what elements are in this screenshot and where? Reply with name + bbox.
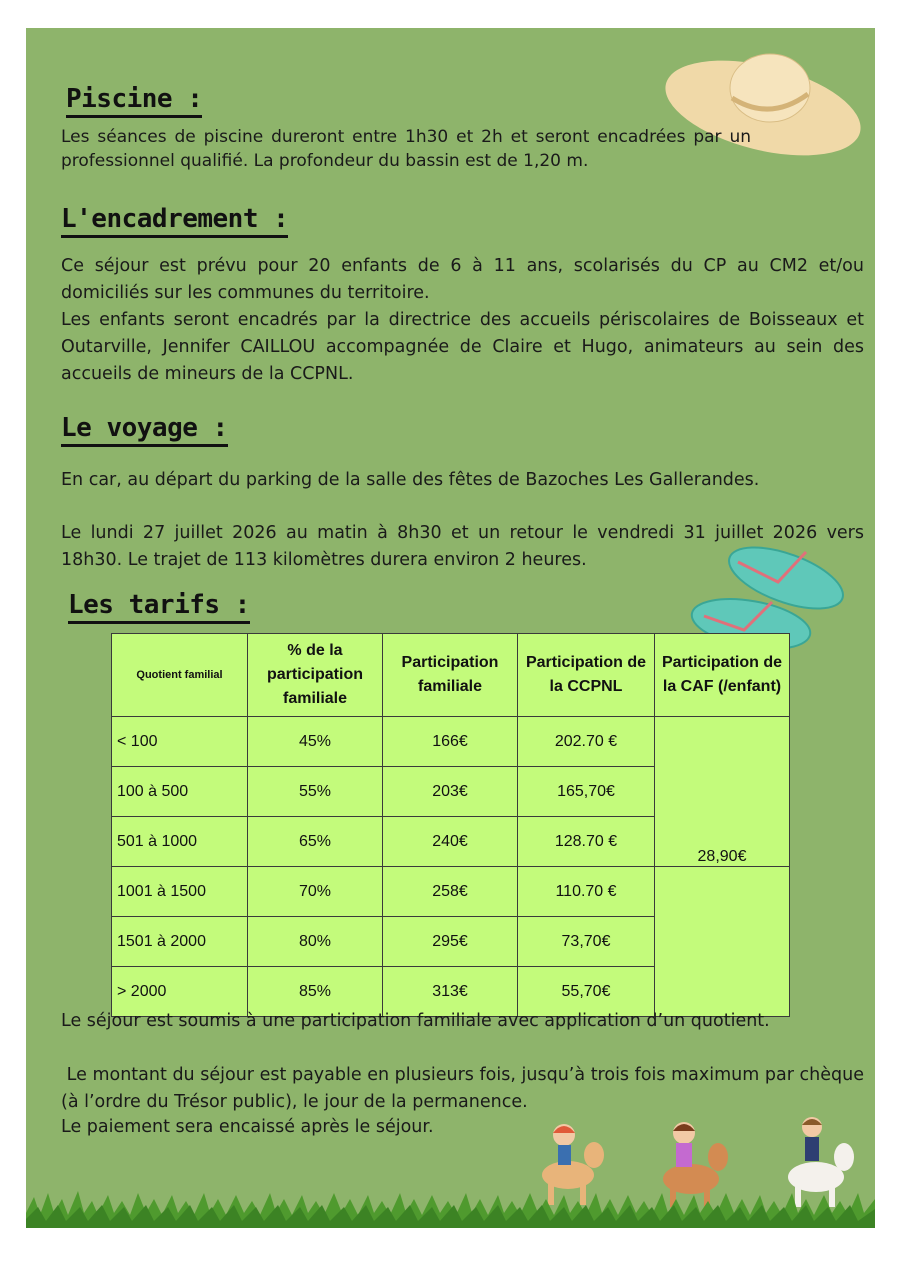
footer-text-1: Le séjour est soumis à une participation familiale avec application d’un quotient.: [61, 1011, 770, 1031]
table-header-row: [112, 634, 790, 717]
table-cell: 65%: [248, 817, 383, 867]
table-cell: 55,70€: [518, 967, 655, 1017]
table-cell: 295€: [383, 917, 518, 967]
table-cell: 100 à 500: [112, 767, 248, 817]
encadrement-heading: L'encadrement :: [61, 204, 288, 234]
header-quotient: Quotient familial: [112, 634, 248, 717]
table-cell: 110.70 €: [518, 867, 655, 917]
table-cell: 80%: [248, 917, 383, 967]
table-cell: > 2000: [112, 967, 248, 1017]
table-cell: 1001 à 1500: [112, 867, 248, 917]
table-cell: 45%: [248, 717, 383, 767]
header-percent: % de la participation familiale: [248, 634, 383, 717]
encadrement-text-2: Les enfants seront encadrés par la directrice des accueils périscolaires de Boisseaux et Outarville, Jennifer CAILLOU accompagnée de Claire et Hugo, animateurs au sein des accueils de mineurs de la CCPNL.: [61, 310, 864, 384]
table-cell: 202.70 €: [518, 717, 655, 767]
table-cell: 166€: [383, 717, 518, 767]
header-participation-familiale: Participation familiale: [383, 634, 518, 717]
table-cell: 70%: [248, 867, 383, 917]
caf-value-cell: 28,90€: [655, 717, 790, 867]
encadrement-text-1: Ce séjour est prévu pour 20 enfants de 6 à 11 ans, scolarisés du CP au CM2 et/ou domiciliés sur les communes du territoire.: [61, 256, 864, 303]
table-cell: 85%: [248, 967, 383, 1017]
table-cell: 1501 à 2000: [112, 917, 248, 967]
flyer-page: [26, 28, 875, 1228]
table-cell: 313€: [383, 967, 518, 1017]
table-cell: 203€: [383, 767, 518, 817]
table-cell: 55%: [248, 767, 383, 817]
table-cell: 240€: [383, 817, 518, 867]
piscine-heading: Piscine :: [66, 84, 202, 114]
table-cell: 501 à 1000: [112, 817, 248, 867]
footer-text-3: Le paiement sera encaissé après le séjour.: [61, 1117, 434, 1137]
table-cell: 165,70€: [518, 767, 655, 817]
header-participation-ccpnl: Participation de la CCPNL: [518, 634, 655, 717]
tarifs-table: [111, 633, 790, 1017]
tarifs-heading: Les tarifs :: [68, 590, 250, 620]
table-cell: < 100: [112, 717, 248, 767]
header-participation-caf: Participation de la CAF (/enfant): [655, 634, 790, 717]
table-cell: 258€: [383, 867, 518, 917]
table-row: [112, 717, 790, 767]
voyage-text-1: En car, au départ du parking de la salle des fêtes de Bazoches Les Gallerandes.: [61, 470, 760, 490]
table-cell: 73,70€: [518, 917, 655, 967]
voyage-heading: Le voyage :: [61, 413, 228, 443]
footer-text-2: Le montant du séjour est payable en plusieurs fois, jusqu’à trois fois maximum par chèque (à l’ordre du Trésor public), le jour de la permanence.: [61, 1065, 870, 1112]
table-cell: 128.70 €: [518, 817, 655, 867]
piscine-text: Les séances de piscine dureront entre 1h30 et 2h et seront encadrées par un professionnel qualifié. La profondeur du bassin est de 1,20 m.: [61, 127, 751, 171]
table-row: [112, 867, 790, 917]
voyage-text-2: Le lundi 27 juillet 2026 au matin à 8h30 et un retour le vendredi 31 juillet 2026 vers 18h30. Le trajet de 113 kilomètres durera environ 2 heures.: [61, 523, 864, 570]
caf-empty-cell: [655, 867, 790, 1017]
grass-icon: [26, 1183, 875, 1228]
